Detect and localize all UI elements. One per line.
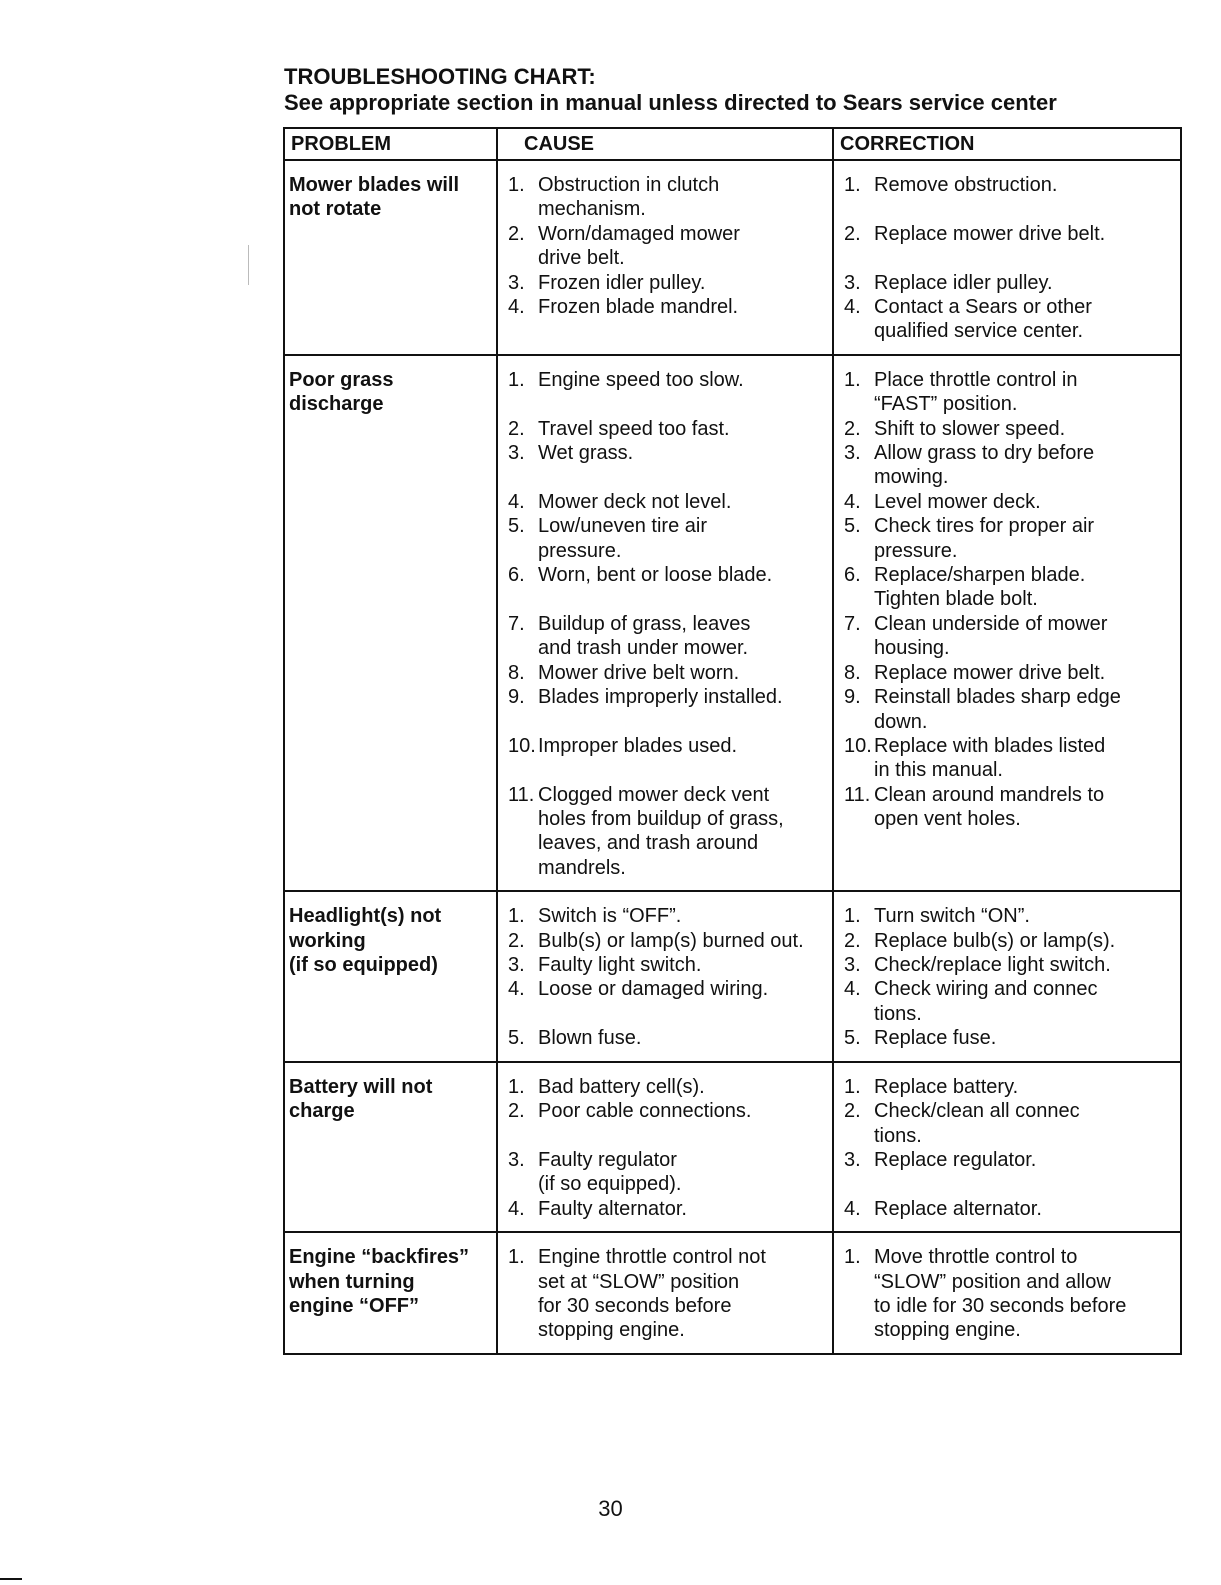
correction-list: [838, 1245, 1176, 1343]
item-number: 3.: [508, 1148, 525, 1171]
item-text: for 30 seconds before: [538, 1294, 732, 1317]
item-number: 2.: [844, 417, 861, 440]
item-text: housing.: [874, 637, 950, 660]
item-number: 2.: [844, 222, 861, 245]
table-row: [284, 1232, 1181, 1354]
item-text: tions.: [874, 1124, 922, 1147]
item-text: (if so equipped).: [538, 1173, 682, 1196]
problem-text: working: [289, 929, 366, 952]
problem-cell: [284, 355, 497, 891]
problem-text: Poor grass: [289, 368, 394, 391]
item-number: 7.: [508, 612, 525, 635]
item-number: 3.: [508, 271, 525, 294]
item-number: 8.: [508, 661, 525, 684]
correction-item: [838, 1197, 1176, 1221]
cause-item: [502, 929, 828, 953]
item-text: in this manual.: [874, 759, 1003, 782]
item-text: Poor cable connections.: [538, 1100, 752, 1123]
item-text: Clean underside of mower: [874, 612, 1108, 635]
item-number: 3.: [508, 954, 525, 977]
item-text: Mower drive belt worn.: [538, 661, 740, 684]
item-text: Contact a Sears or other: [874, 296, 1092, 318]
item-number: 3.: [508, 442, 525, 465]
item-text: Worn, bent or loose blade.: [538, 564, 773, 587]
item-text: Tighten blade bolt.: [874, 588, 1038, 611]
problem-cell: [284, 891, 497, 1061]
correction-item: [838, 1075, 1176, 1099]
item-text: Buildup of grass, leaves: [538, 612, 751, 635]
correction-cell: [833, 1232, 1181, 1354]
item-number: 2.: [508, 1100, 525, 1123]
page-number: 30: [598, 1496, 623, 1521]
correction-item: [838, 904, 1176, 928]
item-text: stopping engine.: [874, 1319, 1021, 1342]
correction-item: [838, 1099, 1176, 1148]
cause-item: [502, 1197, 828, 1221]
correction-item: [838, 661, 1176, 685]
item-number: 11.: [508, 783, 535, 806]
problem-text: charge: [289, 1100, 355, 1123]
problem-text: Battery will not: [289, 1075, 433, 1098]
item-text: Check tires for proper air: [874, 515, 1095, 538]
table-header-row: [284, 128, 1181, 160]
correction-cell: [833, 160, 1181, 355]
correction-item: [838, 685, 1176, 734]
item-text: Replace mower drive belt.: [874, 661, 1106, 684]
item-number: 5.: [844, 515, 861, 538]
correction-list: [838, 904, 1176, 1050]
item-text: Replace idler pulley.: [874, 271, 1053, 294]
cause-item: [502, 295, 828, 319]
table-row: [284, 1062, 1181, 1232]
item-text: Improper blades used.: [538, 734, 738, 757]
correction-list: [838, 368, 1176, 832]
item-number: 3.: [844, 1148, 861, 1171]
item-text: Faulty light switch.: [538, 954, 702, 977]
item-text: Faulty alternator.: [538, 1197, 687, 1220]
item-text: Frozen idler pulley.: [538, 271, 706, 294]
troubleshooting-table: [283, 127, 1182, 1355]
item-number: 2.: [508, 417, 525, 440]
item-text: drive belt.: [538, 247, 625, 270]
item-text: Shift to slower speed.: [874, 417, 1066, 440]
correction-item: [838, 929, 1176, 953]
item-number: 3.: [844, 954, 861, 977]
item-text: Replace battery.: [874, 1075, 1019, 1098]
item-number: 4.: [508, 296, 525, 319]
item-number: 1.: [844, 1246, 861, 1269]
item-number: 9.: [844, 686, 861, 709]
correction-item: [838, 734, 1176, 783]
cause-item: [502, 685, 828, 709]
item-number: 2.: [844, 929, 861, 952]
item-text: Remove obstruction.: [874, 174, 1058, 196]
item-number: 11.: [844, 783, 871, 806]
item-number: 1.: [508, 905, 525, 928]
item-text: Clean around mandrels to: [874, 783, 1105, 806]
cause-item: [502, 441, 828, 465]
correction-item: [838, 977, 1176, 1026]
column-header-correction: CORRECTION: [833, 128, 1181, 160]
correction-item: [838, 783, 1176, 832]
item-text: Turn switch “ON”.: [874, 905, 1030, 928]
item-text: Allow grass to dry before: [874, 442, 1095, 465]
problem-cell: [284, 160, 497, 355]
item-text: to idle for 30 seconds before: [874, 1294, 1127, 1317]
cause-cell: [497, 891, 833, 1061]
cause-item: [502, 1099, 828, 1123]
problem-text: engine “OFF”: [289, 1294, 419, 1317]
item-number: 10.: [508, 734, 536, 757]
correction-item: [838, 563, 1176, 612]
item-number: 10.: [844, 734, 872, 757]
item-number: 1.: [508, 368, 525, 391]
item-text: Blades improperly installed.: [538, 686, 783, 709]
cause-item: [502, 612, 828, 661]
item-text: Replace with blades listed: [874, 734, 1106, 757]
cause-item: [502, 1026, 828, 1050]
item-number: 2.: [508, 222, 525, 245]
table-row: [284, 891, 1181, 1061]
item-number: 4.: [844, 978, 861, 1001]
item-number: 9.: [508, 686, 525, 709]
item-text: “SLOW” position and allow: [874, 1270, 1111, 1293]
cause-list: [502, 368, 828, 880]
correction-item: [838, 173, 1176, 197]
item-text: Check/clean all connec: [874, 1100, 1080, 1123]
item-number: 8.: [844, 661, 861, 684]
item-text: Reinstall blades sharp edge: [874, 686, 1121, 709]
item-text: Check/replace light switch.: [874, 954, 1111, 977]
item-number: 4.: [508, 978, 525, 1001]
cause-list: [502, 1075, 828, 1221]
cause-item: [502, 173, 828, 222]
item-text: and trash under mower.: [538, 637, 749, 660]
correction-list: [838, 1075, 1176, 1221]
problem-text: discharge: [289, 393, 384, 416]
item-text: Replace regulator.: [874, 1148, 1037, 1171]
item-text: Place throttle control in: [874, 368, 1078, 391]
item-text: Clogged mower deck vent: [538, 783, 770, 806]
item-number: 2.: [508, 929, 525, 952]
item-text: Worn/damaged mower: [538, 222, 740, 245]
cause-item: [502, 783, 828, 881]
item-text: Faulty regulator: [538, 1148, 677, 1171]
correction-item: [838, 490, 1176, 514]
item-number: 5.: [508, 515, 525, 538]
item-text: qualified service center.: [874, 320, 1084, 343]
item-text: Mower deck not level.: [538, 490, 732, 513]
item-number: 1.: [508, 174, 525, 196]
table-row: [284, 355, 1181, 891]
item-text: Replace alternator.: [874, 1197, 1042, 1220]
item-text: Engine speed too slow.: [538, 368, 744, 391]
item-text: mandrels.: [538, 856, 626, 879]
problem-text: Engine “backfires”: [289, 1246, 470, 1269]
correction-cell: [833, 355, 1181, 891]
item-text: Loose or damaged wiring.: [538, 978, 769, 1001]
cause-item: [502, 1245, 828, 1343]
cause-cell: [497, 160, 833, 355]
correction-item: [838, 612, 1176, 661]
problem-text: Headlight(s) not: [289, 905, 442, 928]
problem-text: (if so equipped): [289, 954, 438, 977]
item-number: 7.: [844, 612, 861, 635]
item-text: Bulb(s) or lamp(s) burned out.: [538, 929, 804, 952]
correction-item: [838, 271, 1176, 295]
item-number: 4.: [844, 490, 861, 513]
cause-list: [502, 1245, 828, 1343]
chart-heading: [284, 64, 1057, 116]
item-text: Replace/sharpen blade.: [874, 564, 1086, 587]
item-number: 4.: [508, 490, 525, 513]
cause-item: [502, 271, 828, 295]
item-text: Move throttle control to: [874, 1246, 1078, 1269]
item-text: leaves, and trash around: [538, 832, 759, 855]
item-number: 1.: [844, 1075, 861, 1098]
scan-mark: [248, 245, 249, 285]
item-text: pressure.: [874, 539, 958, 562]
item-number: 1.: [844, 905, 861, 928]
item-number: 1.: [844, 368, 861, 391]
cause-item: [502, 661, 828, 685]
item-number: 4.: [844, 1197, 861, 1220]
problem-text: not rotate: [289, 198, 382, 221]
page-title: TROUBLESHOOTING CHART:: [284, 64, 596, 89]
cause-cell: [497, 355, 833, 891]
correction-list: [838, 173, 1176, 344]
cause-list: [502, 904, 828, 1050]
page-subtitle: See appropriate section in manual unless directed to Sears service center: [284, 90, 1057, 115]
item-text: Replace bulb(s) or lamp(s).: [874, 929, 1116, 952]
item-number: 6.: [508, 564, 525, 587]
table-row: [284, 160, 1181, 355]
correction-item: [838, 417, 1176, 441]
item-number: 2.: [844, 1100, 861, 1123]
item-text: Replace mower drive belt.: [874, 222, 1106, 245]
table-body: [284, 160, 1181, 1354]
correction-item: [838, 222, 1176, 246]
cause-item: [502, 734, 828, 758]
item-text: Check wiring and connec: [874, 978, 1098, 1001]
item-number: 6.: [844, 564, 861, 587]
cause-item: [502, 1075, 828, 1099]
correction-item: [838, 1245, 1176, 1343]
item-text: Engine throttle control not: [538, 1246, 766, 1269]
item-text: “FAST” position.: [874, 393, 1018, 416]
cause-item: [502, 953, 828, 977]
item-text: Low/uneven tire air: [538, 515, 707, 538]
item-text: Blown fuse.: [538, 1027, 642, 1050]
item-text: set at “SLOW” position: [538, 1270, 740, 1293]
item-text: Replace fuse.: [874, 1027, 997, 1050]
column-header-cause: CAUSE: [497, 128, 833, 160]
correction-item: [838, 295, 1176, 344]
problem-text: when turning: [289, 1270, 415, 1293]
item-text: mechanism.: [538, 198, 646, 221]
item-text: open vent holes.: [874, 808, 1021, 831]
item-text: Obstruction in clutch: [538, 174, 720, 196]
correction-item: [838, 368, 1176, 417]
item-number: 4.: [508, 1197, 525, 1220]
item-number: 5.: [844, 1027, 861, 1050]
item-number: 1.: [508, 1075, 525, 1098]
correction-item: [838, 953, 1176, 977]
item-number: 1.: [508, 1246, 525, 1269]
correction-item: [838, 514, 1176, 563]
cause-item: [502, 417, 828, 441]
item-text: Travel speed too fast.: [538, 417, 730, 440]
cause-list: [502, 173, 828, 319]
cause-item: [502, 563, 828, 587]
item-text: pressure.: [538, 539, 622, 562]
correction-cell: [833, 891, 1181, 1061]
cause-cell: [497, 1232, 833, 1354]
cause-item: [502, 490, 828, 514]
cause-cell: [497, 1062, 833, 1232]
problem-cell: [284, 1232, 497, 1354]
item-text: stopping engine.: [538, 1319, 685, 1342]
item-text: down.: [874, 710, 928, 733]
item-number: 3.: [844, 271, 861, 294]
item-number: 5.: [508, 1027, 525, 1050]
item-number: 3.: [844, 442, 861, 465]
cause-item: [502, 977, 828, 1001]
problem-text: Mower blades will: [289, 174, 460, 196]
cause-item: [502, 1148, 828, 1197]
correction-cell: [833, 1062, 1181, 1232]
column-header-problem: PROBLEM: [284, 128, 497, 160]
cause-item: [502, 368, 828, 392]
correction-item: [838, 441, 1176, 490]
corner-mark: [0, 1578, 22, 1580]
item-text: Wet grass.: [538, 442, 634, 465]
item-text: Frozen blade mandrel.: [538, 296, 739, 319]
item-number: 4.: [844, 296, 861, 318]
correction-item: [838, 1026, 1176, 1050]
cause-item: [502, 514, 828, 563]
item-text: tions.: [874, 1002, 922, 1025]
item-text: Level mower deck.: [874, 490, 1041, 513]
item-text: Switch is “OFF”.: [538, 905, 682, 928]
item-number: 1.: [844, 174, 861, 196]
item-text: holes from buildup of grass,: [538, 808, 784, 831]
problem-cell: [284, 1062, 497, 1232]
cause-item: [502, 222, 828, 271]
cause-item: [502, 904, 828, 928]
correction-item: [838, 1148, 1176, 1172]
item-text: Bad battery cell(s).: [538, 1075, 705, 1098]
item-text: mowing.: [874, 466, 949, 489]
